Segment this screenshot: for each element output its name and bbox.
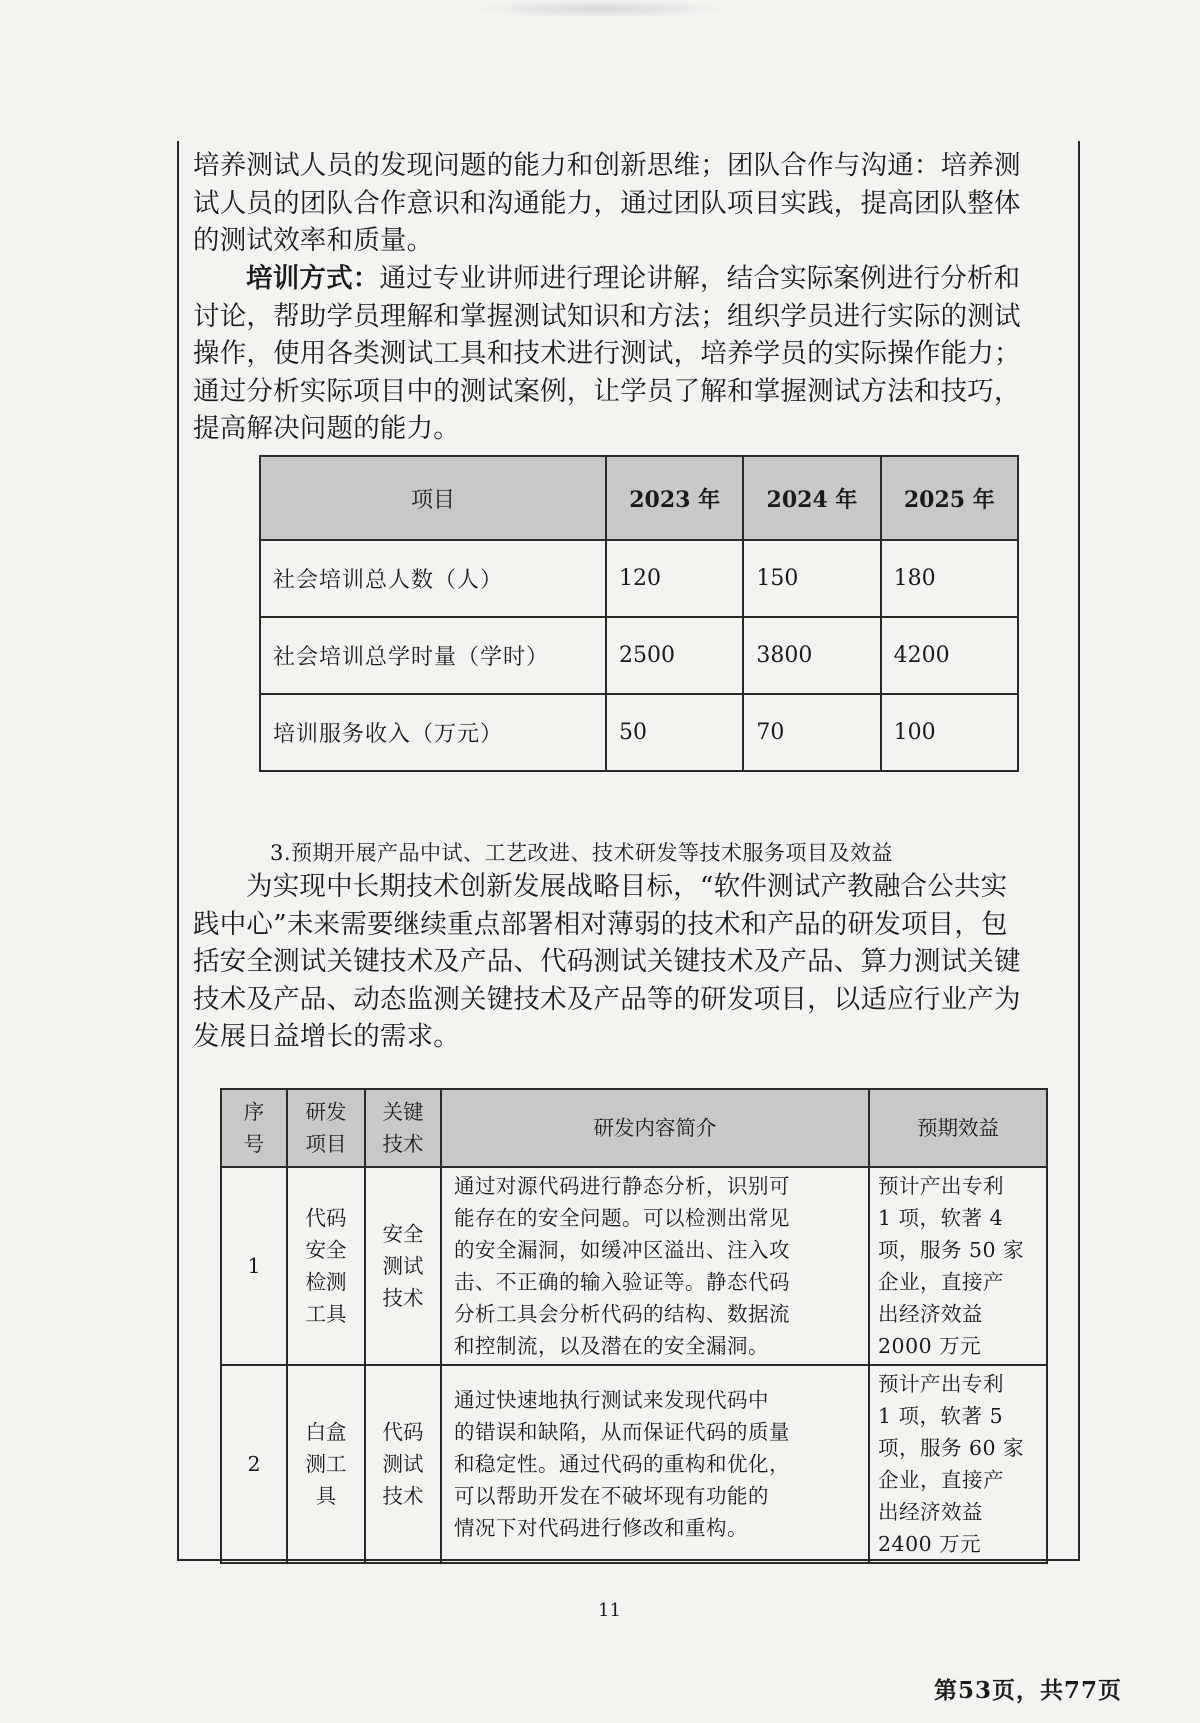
cell-line: 能存在的安全问题。可以检测出常见 (454, 1206, 790, 1230)
page-number: 11 (598, 1600, 621, 1621)
column-header: 2024 年 (743, 456, 880, 540)
table-cell: 70 (743, 694, 880, 771)
text-line: 讨论，帮助学员理解和掌握测试知识和方法；组织学员进行实际的测试 (193, 300, 1021, 332)
cell-line: 检测 (305, 1270, 347, 1294)
cell-line: 预计产出专利 (878, 1372, 1004, 1396)
cell-line: 测工 (305, 1452, 347, 1476)
table-row (260, 617, 1018, 694)
text-line: 践中心”未来需要继续重点部署相对薄弱的技术和产品的研发项目，包 (193, 908, 1008, 940)
cell-line: 的安全漏洞，如缓冲区溢出、注入攻 (454, 1238, 790, 1262)
text-line (193, 260, 1088, 298)
cell-line: 通过快速地执行测试来发现代码中 (454, 1388, 769, 1412)
scan-artifact (470, 0, 730, 18)
column-header: 项目 (260, 456, 606, 540)
cell-line: 可以帮助开发在不破坏现有功能的 (454, 1484, 769, 1508)
cell-line: 技术 (382, 1286, 424, 1310)
cell-line: 安全 (305, 1238, 347, 1262)
header-line: 项目 (305, 1132, 347, 1156)
cell-line: 预计产出专利 (878, 1174, 1004, 1198)
text-line: 通过分析实际项目中的测试案例，让学员了解和掌握测试方法和技巧， (193, 375, 1021, 407)
row-label: 社会培训总人数（人） (260, 540, 606, 617)
column-header-content: 研发内容简介 (441, 1089, 869, 1167)
cell-line: 企业，直接产 (878, 1270, 1004, 1294)
header-line: 关键 (382, 1100, 424, 1124)
tech-cell (365, 1167, 441, 1365)
benefit-cell (869, 1167, 1047, 1365)
cell-line: 击、不正确的输入验证等。静态代码 (454, 1270, 790, 1294)
content-cell (441, 1365, 869, 1563)
table-cell: 4200 (881, 617, 1018, 694)
table-row (260, 694, 1018, 771)
cell-line: 代码 (305, 1206, 347, 1230)
cell-line: 分析工具会分析代码的结构、数据流 (454, 1302, 790, 1326)
rd-projects-table (220, 1088, 1048, 1564)
header-line: 技术 (382, 1132, 424, 1156)
text-line: 括安全测试关键技术及产品、代码测试关键技术及产品、算力测试关键 (193, 946, 1021, 977)
cell-line: 具 (315, 1484, 337, 1508)
table-cell: 3800 (743, 617, 880, 694)
header-line: 号 (243, 1132, 265, 1156)
table-cell: 2500 (606, 617, 743, 694)
cell-line: 通过对源代码进行静态分析，识别可 (454, 1174, 790, 1198)
cell-line: 项，服务 60 家 (878, 1436, 1025, 1460)
column-header-project (287, 1089, 365, 1167)
benefit-cell (869, 1365, 1047, 1563)
cell-line: 白盒 (305, 1420, 347, 1444)
text-line: 技术及产品、动态监测关键技术及产品等的研发项目，以适应行业产为 (193, 983, 1021, 1015)
cell-line: 工具 (305, 1302, 347, 1326)
section-heading: 3.预期开展产品中试、工艺改进、技术研发等技术服务项目及效益 (270, 841, 894, 865)
text-line: 提高解决问题的能力。 (193, 413, 460, 444)
text-line: 的测试效率和质量。 (193, 225, 434, 256)
cell-line: 1 项，软著 5 (878, 1404, 1004, 1428)
cell-line: 和稳定性。通过代码的重构和优化， (454, 1452, 790, 1476)
table-cell: 120 (606, 540, 743, 617)
text-line: 试人员的团队合作意识和沟通能力，通过团队项目实践，提高团队整体 (193, 187, 1021, 219)
project-cell (287, 1167, 365, 1365)
seq-cell: 1 (221, 1167, 287, 1365)
cell-line: 代码 (382, 1420, 424, 1444)
training-stats-table (259, 455, 1019, 772)
header-line: 序 (243, 1100, 265, 1124)
cell-line: 2000 万元 (878, 1334, 982, 1358)
cell-line: 安全 (382, 1222, 424, 1246)
cell-line: 的错误和缺陷，从而保证代码的质量 (454, 1420, 790, 1444)
training-method-label: 培训方式： (246, 263, 380, 294)
column-header-seq (221, 1089, 287, 1167)
table-cell: 150 (743, 540, 880, 617)
cell-line: 项，服务 50 家 (878, 1238, 1025, 1262)
page-counter: 第53页，共77页 (934, 1677, 1123, 1704)
row-label: 培训服务收入（万元） (260, 694, 606, 771)
column-header: 2023 年 (606, 456, 743, 540)
cell-line: 测试 (382, 1254, 424, 1278)
table-header-row (221, 1089, 1047, 1167)
training-method-text: 通过专业讲师进行理论讲解，结合实际案例进行分析和 (379, 263, 1021, 294)
table-row (260, 540, 1018, 617)
cell-line: 2400 万元 (878, 1532, 982, 1556)
text-line: 培养测试人员的发现问题的能力和创新思维；团队合作与沟通：培养测 (193, 150, 1021, 181)
seq-cell: 2 (221, 1365, 287, 1563)
table-row (221, 1167, 1047, 1365)
table-cell: 180 (881, 540, 1018, 617)
section3-paragraph (193, 868, 1088, 1056)
table-cell: 50 (606, 694, 743, 771)
header-line: 研发 (305, 1100, 347, 1124)
training-method-paragraph (193, 260, 1088, 448)
row-label: 社会培训总学时量（学时） (260, 617, 606, 694)
cell-line: 1 项，软著 4 (878, 1206, 1004, 1230)
cell-line: 企业，直接产 (878, 1468, 1004, 1492)
cell-line: 情况下对代码进行修改和重构。 (454, 1516, 748, 1540)
column-header: 2025 年 (881, 456, 1018, 540)
cell-line: 出经济效益 (878, 1302, 983, 1326)
intro-paragraph (193, 147, 1088, 260)
cell-line: 和控制流，以及潜在的安全漏洞。 (454, 1334, 769, 1358)
text-line: 发展日益增长的需求。 (193, 1021, 460, 1052)
text-line: 操作，使用各类测试工具和技术进行测试，培养学员的实际操作能力； (193, 338, 1021, 369)
column-header-benefit: 预期效益 (869, 1089, 1047, 1167)
table-cell: 100 (881, 694, 1018, 771)
content-cell (441, 1167, 869, 1365)
tech-cell (365, 1365, 441, 1563)
table-row (221, 1365, 1047, 1563)
column-header-tech (365, 1089, 441, 1167)
cell-line: 技术 (382, 1484, 424, 1508)
table-header-row (260, 456, 1018, 540)
project-cell (287, 1365, 365, 1563)
cell-line: 测试 (382, 1452, 424, 1476)
text-line: 为实现中长期技术创新发展战略目标，“软件测试产教融合公共实 (246, 871, 1008, 902)
cell-line: 出经济效益 (878, 1500, 983, 1524)
